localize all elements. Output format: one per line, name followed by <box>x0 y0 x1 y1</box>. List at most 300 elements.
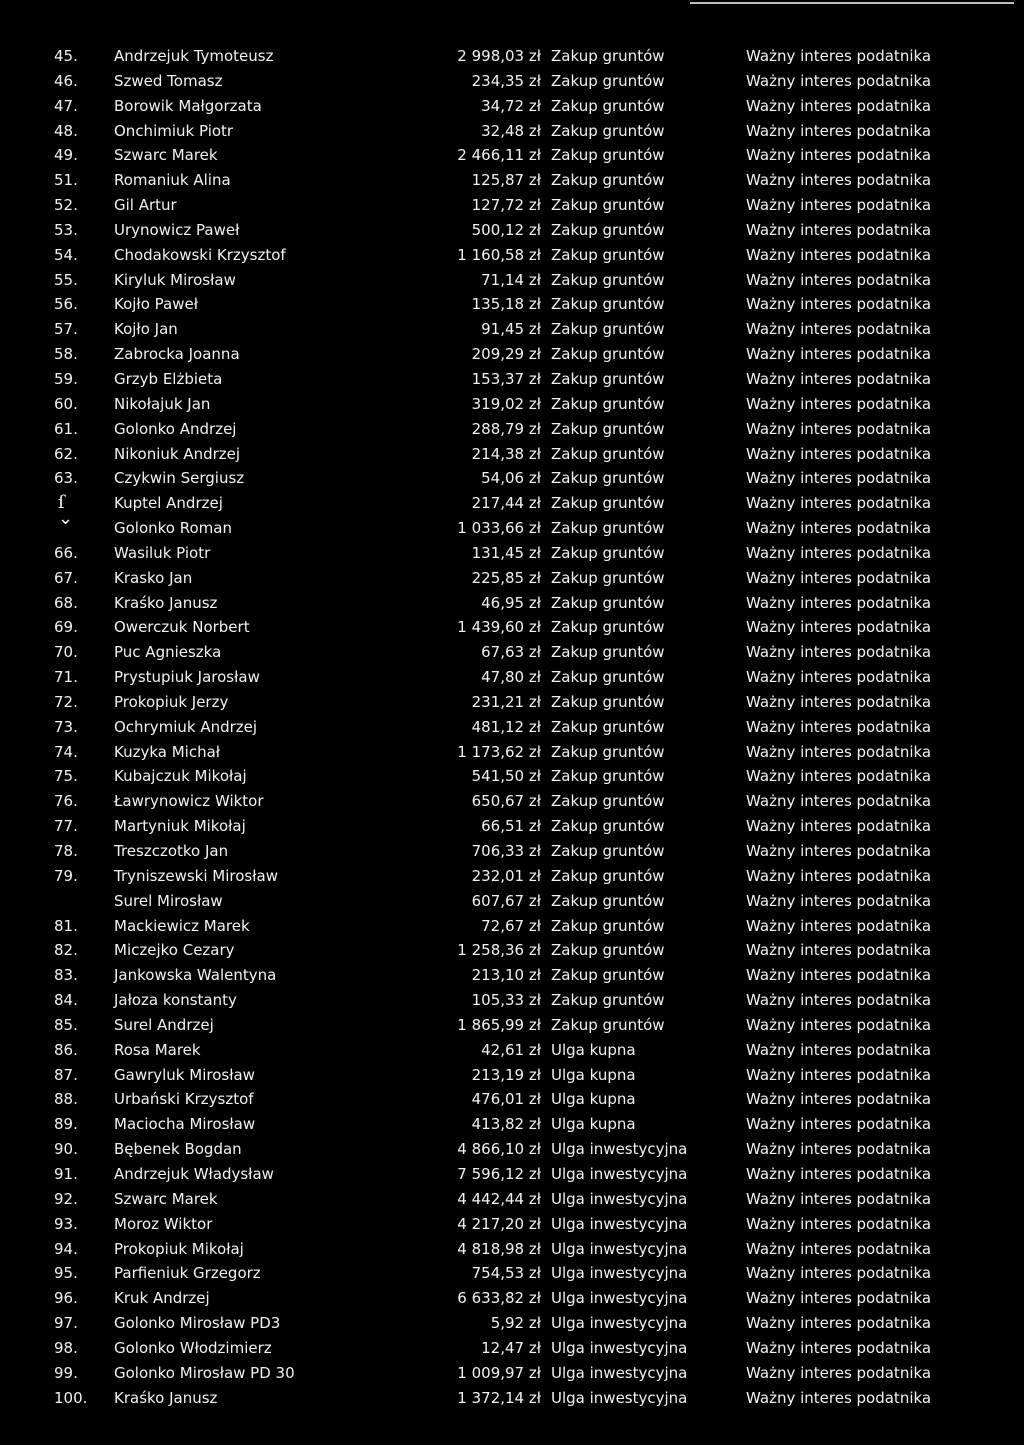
reason: Ważny interes podatnika <box>746 643 932 662</box>
table-row <box>0 814 1024 839</box>
reason: Ważny interes podatnika <box>746 494 932 513</box>
relief-type: Zakup gruntów <box>551 891 665 910</box>
row-number: 46. <box>54 71 78 90</box>
amount: 12,47 zł <box>481 1338 541 1357</box>
person-name: Golonko Andrzej <box>114 419 237 438</box>
relief-type: Zakup gruntów <box>551 817 665 836</box>
table-row <box>0 193 1024 218</box>
person-name: Czykwin Sergiusz <box>114 469 245 488</box>
relief-type: Ulga inwestycyjna <box>551 1264 688 1283</box>
row-number: 73. <box>54 717 78 736</box>
row-number: 62. <box>54 444 78 463</box>
records-table <box>0 44 1024 1410</box>
table-row <box>0 1336 1024 1361</box>
person-name: Romaniuk Alina <box>114 171 231 190</box>
reason: Ważny interes podatnika <box>746 1189 932 1208</box>
table-row <box>0 218 1024 243</box>
reason: Ważny interes podatnika <box>746 568 932 587</box>
row-number: 72. <box>54 692 78 711</box>
person-name: Gil Artur <box>114 196 177 215</box>
amount: 1 258,36 zł <box>457 941 541 960</box>
row-number: 51. <box>54 171 78 190</box>
relief-type: Ulga inwestycyjna <box>551 1239 688 1258</box>
relief-type: Ulga inwestycyjna <box>551 1189 688 1208</box>
table-row <box>0 864 1024 889</box>
person-name: Moroz Wiktor <box>114 1214 213 1233</box>
amount: 2 998,03 zł <box>457 47 541 65</box>
amount: 5,92 zł <box>490 1314 541 1333</box>
person-name: Tryniszewski Mirosław <box>114 866 278 885</box>
person-name: Kraśko Janusz <box>114 1388 218 1407</box>
relief-type: Zakup gruntów <box>551 519 665 538</box>
reason: Ważny interes podatnika <box>746 1363 932 1382</box>
row-number: 84. <box>54 991 78 1010</box>
table-row <box>0 1137 1024 1162</box>
relief-type: Ulga inwestycyjna <box>551 1140 688 1159</box>
amount: 754,53 zł <box>471 1264 541 1283</box>
relief-type: Zakup gruntów <box>551 767 665 786</box>
reason: Ważny interes podatnika <box>746 991 932 1010</box>
reason: Ważny interes podatnika <box>746 1264 932 1283</box>
amount: 1 439,60 zł <box>457 618 541 637</box>
row-number: 81. <box>54 916 78 935</box>
relief-type: Zakup gruntów <box>551 941 665 960</box>
amount: 34,72 zł <box>481 96 541 115</box>
table-row <box>0 938 1024 963</box>
row-number: 48. <box>54 121 78 140</box>
amount: 32,48 zł <box>481 121 541 140</box>
table-row <box>0 1112 1024 1137</box>
row-number: 91. <box>54 1164 78 1183</box>
row-number: 71. <box>54 668 78 687</box>
person-name: Kojło Jan <box>114 320 178 339</box>
person-name: Zabrocka Joanna <box>114 345 240 364</box>
person-name: Mackiewicz Marek <box>114 916 250 935</box>
row-number: 99. <box>54 1363 78 1382</box>
amount: 54,06 zł <box>481 469 541 488</box>
amount: 1 160,58 zł <box>457 245 541 264</box>
relief-type: Zakup gruntów <box>551 345 665 364</box>
relief-type: Zakup gruntów <box>551 220 665 239</box>
person-name: Surel Andrzej <box>114 1015 214 1034</box>
table-row <box>0 417 1024 442</box>
person-name: Nikołajuk Jan <box>114 394 211 413</box>
row-number: 68. <box>54 593 78 612</box>
person-name: Andrzejuk Władysław <box>114 1164 274 1183</box>
relief-type: Ulga inwestycyjna <box>551 1314 688 1333</box>
reason: Ważny interes podatnika <box>746 369 932 388</box>
table-row <box>0 516 1024 541</box>
person-name: Kojło Paweł <box>114 295 198 314</box>
person-name: Golonko Mirosław PD3 <box>114 1314 281 1333</box>
relief-type: Zakup gruntów <box>551 792 665 811</box>
amount: 607,67 zł <box>471 891 541 910</box>
row-number: 89. <box>54 1115 78 1134</box>
top-scan-line <box>690 2 1014 4</box>
reason: Ważny interes podatnika <box>746 668 932 687</box>
amount: 153,37 zł <box>471 369 541 388</box>
row-number: 75. <box>54 767 78 786</box>
table-row <box>0 740 1024 765</box>
row-number: 57. <box>54 320 78 339</box>
amount: 476,01 zł <box>471 1090 541 1109</box>
person-name: Szwed Tomasz <box>114 71 223 90</box>
person-name: Prokopiuk Mikołaj <box>114 1239 244 1258</box>
person-name: Kraśko Janusz <box>114 593 218 612</box>
amount: 217,44 zł <box>471 494 541 513</box>
amount: 91,45 zł <box>481 320 541 339</box>
row-number: 94. <box>54 1239 78 1258</box>
reason: Ważny interes podatnika <box>746 692 932 711</box>
relief-type: Zakup gruntów <box>551 866 665 885</box>
reason: Ważny interes podatnika <box>746 742 932 761</box>
reason: Ważny interes podatnika <box>746 767 932 786</box>
reason: Ważny interes podatnika <box>746 1015 932 1034</box>
reason: Ważny interes podatnika <box>746 1040 932 1059</box>
amount: 127,72 zł <box>471 196 541 215</box>
row-number: 82. <box>54 941 78 960</box>
row-number: 86. <box>54 1040 78 1059</box>
relief-type: Zakup gruntów <box>551 668 665 687</box>
amount: 71,14 zł <box>481 270 541 289</box>
reason: Ważny interes podatnika <box>746 196 932 215</box>
row-number: 76. <box>54 792 78 811</box>
amount: 131,45 zł <box>471 543 541 562</box>
table-row <box>0 491 1024 516</box>
reason: Ważny interes podatnika <box>746 245 932 264</box>
relief-type: Zakup gruntów <box>551 444 665 463</box>
table-row <box>0 1063 1024 1088</box>
amount: 1 009,97 zł <box>457 1363 541 1382</box>
table-row <box>0 243 1024 268</box>
reason: Ważny interes podatnika <box>746 96 932 115</box>
table-row <box>0 889 1024 914</box>
row-number: 98. <box>54 1338 78 1357</box>
person-name: Chodakowski Krzysztof <box>114 245 286 264</box>
relief-type: Zakup gruntów <box>551 270 665 289</box>
table-row <box>0 566 1024 591</box>
person-name: Gawryluk Mirosław <box>114 1065 255 1084</box>
table-row <box>0 168 1024 193</box>
row-number: 52. <box>54 196 78 215</box>
person-name: Kubajczuk Mikołaj <box>114 767 247 786</box>
relief-type: Zakup gruntów <box>551 245 665 264</box>
person-name: Treszczotko Jan <box>114 842 229 860</box>
relief-type: Ulga kupna <box>551 1115 636 1134</box>
person-name: Golonko Mirosław PD 30 <box>114 1363 295 1382</box>
person-name: Kiryluk Mirosław <box>114 270 236 289</box>
table-row <box>0 1162 1024 1187</box>
amount: 232,01 zł <box>471 866 541 885</box>
amount: 213,10 zł <box>471 966 541 985</box>
amount: 42,61 zł <box>481 1040 541 1059</box>
person-name: Ławrynowicz Wiktor <box>114 792 264 811</box>
reason: Ważny interes podatnika <box>746 121 932 140</box>
amount: 125,87 zł <box>471 171 541 190</box>
relief-type: Zakup gruntów <box>551 1015 665 1034</box>
reason: Ważny interes podatnika <box>746 146 932 165</box>
row-number: 70. <box>54 643 78 662</box>
row-number: 95. <box>54 1264 78 1283</box>
row-number: 78. <box>54 842 78 860</box>
reason: Ważny interes podatnika <box>746 1314 932 1333</box>
relief-type: Zakup gruntów <box>551 593 665 612</box>
amount: 4 442,44 zł <box>457 1189 541 1208</box>
amount: 66,51 zł <box>481 817 541 836</box>
reason: Ważny interes podatnika <box>746 717 932 736</box>
person-name: Prokopiuk Jerzy <box>114 692 229 711</box>
reason: Ważny interes podatnika <box>746 593 932 612</box>
table-row <box>0 541 1024 566</box>
table-row <box>0 367 1024 392</box>
table-row <box>0 119 1024 144</box>
row-number: 66. <box>54 543 78 562</box>
person-name: Miczejko Cezary <box>114 941 235 960</box>
row-number: 59. <box>54 369 78 388</box>
person-name: Prystupiuk Jarosław <box>114 668 260 687</box>
person-name: Surel Mirosław <box>114 891 223 910</box>
person-name: Parfieniuk Grzegorz <box>114 1264 261 1283</box>
table-row <box>0 466 1024 491</box>
table-row <box>0 143 1024 168</box>
reason: Ważny interes podatnika <box>746 916 932 935</box>
amount: 706,33 zł <box>471 842 541 860</box>
table-row <box>0 94 1024 119</box>
relief-type: Zakup gruntów <box>551 469 665 488</box>
relief-type: Zakup gruntów <box>551 71 665 90</box>
relief-type: Ulga inwestycyjna <box>551 1214 688 1233</box>
person-name: Szwarc Marek <box>114 146 218 165</box>
person-name: Jałoza konstanty <box>114 991 237 1010</box>
amount: 650,67 zł <box>471 792 541 811</box>
reason: Ważny interes podatnika <box>746 394 932 413</box>
person-name: Nikoniuk Andrzej <box>114 444 241 463</box>
relief-type: Zakup gruntów <box>551 717 665 736</box>
table-row <box>0 1187 1024 1212</box>
relief-type: Zakup gruntów <box>551 618 665 637</box>
relief-type: Ulga inwestycyjna <box>551 1363 688 1382</box>
table-row <box>0 69 1024 94</box>
amount: 46,95 zł <box>481 593 541 612</box>
amount: 288,79 zł <box>471 419 541 438</box>
relief-type: Zakup gruntów <box>551 47 665 65</box>
table-row <box>0 1013 1024 1038</box>
relief-type: Zakup gruntów <box>551 742 665 761</box>
person-name: Krasko Jan <box>114 568 193 587</box>
person-name: Maciocha Mirosław <box>114 1115 256 1134</box>
row-number: 79. <box>54 866 78 885</box>
reason: Ważny interes podatnika <box>746 171 932 190</box>
table-row <box>0 44 1024 69</box>
amount: 4 217,20 zł <box>457 1214 541 1233</box>
relief-type: Ulga kupna <box>551 1090 636 1109</box>
row-number: 100. <box>54 1388 88 1407</box>
amount: 1 033,66 zł <box>457 519 541 538</box>
relief-type: Zakup gruntów <box>551 643 665 662</box>
reason: Ważny interes podatnika <box>746 1214 932 1233</box>
person-name: Golonko Włodzimierz <box>114 1338 272 1357</box>
relief-type: Zakup gruntów <box>551 146 665 165</box>
reason: Ważny interes podatnika <box>746 1289 932 1308</box>
table-row <box>0 1311 1024 1336</box>
reason: Ważny interes podatnika <box>746 519 932 538</box>
amount: 7 596,12 zł <box>457 1164 541 1183</box>
relief-type: Ulga inwestycyjna <box>551 1338 688 1357</box>
amount: 1 865,99 zł <box>457 1015 541 1034</box>
table-row <box>0 1386 1024 1411</box>
reason: Ważny interes podatnika <box>746 966 932 985</box>
table-row <box>0 764 1024 789</box>
table-row <box>0 1261 1024 1286</box>
relief-type: Ulga kupna <box>551 1040 636 1059</box>
reason: Ważny interes podatnika <box>746 891 932 910</box>
table-row <box>0 914 1024 939</box>
reason: Ważny interes podatnika <box>746 47 932 65</box>
relief-type: Zakup gruntów <box>551 295 665 314</box>
row-number: 56. <box>54 295 78 314</box>
reason: Ważny interes podatnika <box>746 941 932 960</box>
row-number: 61. <box>54 419 78 438</box>
relief-type: Zakup gruntów <box>551 692 665 711</box>
row-number: 97. <box>54 1314 78 1333</box>
relief-type: Ulga kupna <box>551 1065 636 1084</box>
person-name: Kuzyka Michał <box>114 742 221 761</box>
reason: Ważny interes podatnika <box>746 842 932 860</box>
table-row <box>0 1087 1024 1112</box>
reason: Ważny interes podatnika <box>746 71 932 90</box>
table-row <box>0 292 1024 317</box>
person-name: Borowik Małgorzata <box>114 96 262 115</box>
reason: Ważny interes podatnika <box>746 866 932 885</box>
table-row <box>0 317 1024 342</box>
row-number: 69. <box>54 618 78 637</box>
relief-type: Zakup gruntów <box>551 966 665 985</box>
amount: 2 466,11 zł <box>457 146 541 165</box>
reason: Ważny interes podatnika <box>746 792 932 811</box>
table-row <box>0 1237 1024 1262</box>
reason: Ważny interes podatnika <box>746 1338 932 1357</box>
amount: 214,38 zł <box>471 444 541 463</box>
relief-type: Ulga inwestycyjna <box>551 1164 688 1183</box>
table-row <box>0 690 1024 715</box>
reason: Ważny interes podatnika <box>746 1164 932 1183</box>
row-number: 96. <box>54 1289 78 1308</box>
relief-type: Ulga inwestycyjna <box>551 1388 688 1407</box>
amount: 47,80 zł <box>481 668 541 687</box>
row-number: 58. <box>54 345 78 364</box>
table-row <box>0 392 1024 417</box>
relief-type: Zakup gruntów <box>551 419 665 438</box>
reason: Ważny interes podatnika <box>746 817 932 836</box>
row-number: 45. <box>54 47 78 65</box>
row-number: 49. <box>54 146 78 165</box>
table-row <box>0 442 1024 467</box>
amount: 213,19 zł <box>471 1065 541 1084</box>
relief-type: Ulga inwestycyjna <box>551 1289 688 1308</box>
table-row <box>0 665 1024 690</box>
reason: Ważny interes podatnika <box>746 1388 932 1407</box>
amount: 234,35 zł <box>471 71 541 90</box>
person-name: Martyniuk Mikołaj <box>114 817 246 836</box>
person-name: Wasiluk Piotr <box>114 543 211 562</box>
table-row <box>0 1212 1024 1237</box>
amount: 135,18 zł <box>471 295 541 314</box>
scan-artifact-mark: ſ ⌄ <box>58 492 74 529</box>
row-number: 93. <box>54 1214 78 1233</box>
reason: Ważny interes podatnika <box>746 270 932 289</box>
relief-type: Zakup gruntów <box>551 196 665 215</box>
table-row <box>0 615 1024 640</box>
amount: 413,82 zł <box>471 1115 541 1134</box>
person-name: Golonko Roman <box>114 519 232 538</box>
relief-type: Zakup gruntów <box>551 494 665 513</box>
relief-type: Zakup gruntów <box>551 96 665 115</box>
row-number: 47. <box>54 96 78 115</box>
person-name: Andrzejuk Tymoteusz <box>114 47 274 65</box>
amount: 105,33 zł <box>471 991 541 1010</box>
row-number: 85. <box>54 1015 78 1034</box>
reason: Ważny interes podatnika <box>746 618 932 637</box>
relief-type: Zakup gruntów <box>551 916 665 935</box>
row-number: 63. <box>54 469 78 488</box>
reason: Ważny interes podatnika <box>746 320 932 339</box>
person-name: Puc Agnieszka <box>114 643 222 662</box>
table-row <box>0 789 1024 814</box>
table-row <box>0 342 1024 367</box>
row-number: 54. <box>54 245 78 264</box>
reason: Ważny interes podatnika <box>746 1239 932 1258</box>
relief-type: Zakup gruntów <box>551 394 665 413</box>
amount: 4 818,98 zł <box>457 1239 541 1258</box>
reason: Ważny interes podatnika <box>746 469 932 488</box>
person-name: Ochrymiuk Andrzej <box>114 717 258 736</box>
row-number: 83. <box>54 966 78 985</box>
table-row <box>0 988 1024 1013</box>
reason: Ważny interes podatnika <box>746 1140 932 1159</box>
row-number: 77. <box>54 817 78 836</box>
table-row <box>0 715 1024 740</box>
person-name: Bębenek Bogdan <box>114 1140 242 1159</box>
person-name: Rosa Marek <box>114 1040 201 1059</box>
relief-type: Zakup gruntów <box>551 543 665 562</box>
amount: 1 372,14 zł <box>457 1388 541 1407</box>
person-name: Urynowicz Paweł <box>114 220 240 239</box>
relief-type: Zakup gruntów <box>551 568 665 587</box>
reason: Ważny interes podatnika <box>746 1115 932 1134</box>
reason: Ważny interes podatnika <box>746 444 932 463</box>
row-number: 74. <box>54 742 78 761</box>
relief-type: Zakup gruntów <box>551 320 665 339</box>
amount: 231,21 zł <box>471 692 541 711</box>
reason: Ważny interes podatnika <box>746 295 932 314</box>
table-row <box>0 839 1024 864</box>
row-number: 67. <box>54 568 78 587</box>
amount: 6 633,82 zł <box>457 1289 541 1308</box>
relief-type: Zakup gruntów <box>551 121 665 140</box>
amount: 481,12 zł <box>471 717 541 736</box>
relief-type: Zakup gruntów <box>551 171 665 190</box>
amount: 319,02 zł <box>471 394 541 413</box>
amount: 1 173,62 zł <box>457 742 541 761</box>
row-number: 53. <box>54 220 78 239</box>
amount: 500,12 zł <box>471 220 541 239</box>
row-number: 92. <box>54 1189 78 1208</box>
table-row <box>0 1038 1024 1063</box>
person-name: Onchimiuk Piotr <box>114 121 234 140</box>
table-row <box>0 640 1024 665</box>
person-name: Urbański Krzysztof <box>114 1090 254 1109</box>
person-name: Kruk Andrzej <box>114 1289 210 1308</box>
